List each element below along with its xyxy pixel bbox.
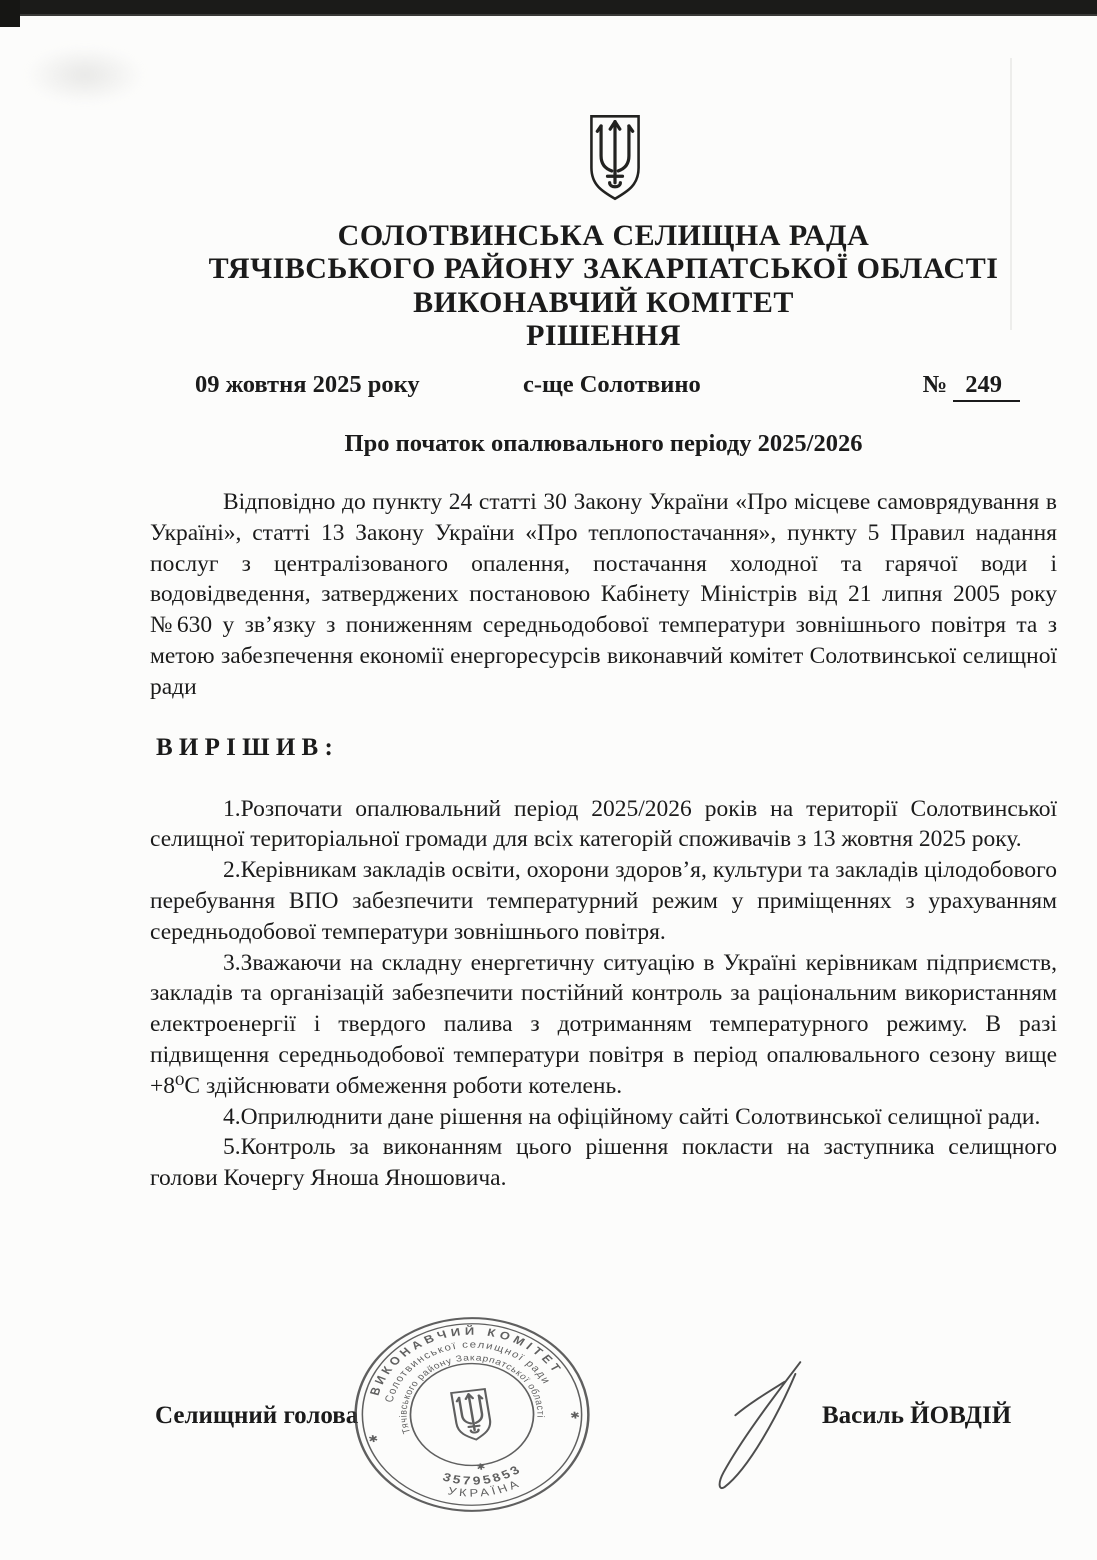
document-number — [923, 371, 1020, 399]
document-place: с-ще Солотвино — [523, 371, 701, 398]
number-value: 249 — [953, 371, 1020, 402]
seal-ring-middle-text: Солотвинської селищної ради — [382, 1339, 554, 1404]
decision-item-2: 2.Керівникам закладів освіти, охорони здоров’я, культури та закладів цілодобового перебування ВПО забезпечити температурний режим у приміщеннях з урахуванням середньодобової температури зовнішнього повітря. — [150, 857, 1057, 945]
org-name: СОЛОТВИНСЬКА СЕЛИЩНА РАДА — [337, 219, 870, 252]
document-date: 09 жовтня 2025 року — [195, 371, 420, 398]
signatory-name: Василь ЙОВДІЙ — [822, 1402, 1012, 1429]
seal-star-right-icon: ✱ — [569, 1409, 581, 1422]
decision-item-4: 4.Оприлюднити дане рішення на офіційному сайті Солотвинської селищної ради. — [223, 1103, 1041, 1130]
scan-corner-artifact — [0, 0, 20, 27]
seal-ring-top-text: ВИКОНАВЧИЙ КОМІТЕТ — [366, 1324, 567, 1397]
document-type: РІШЕННЯ — [526, 319, 681, 353]
decision-heading: В И Р І Ш И В : — [156, 733, 333, 761]
seal-ring-inner-text: Тячівського району Закарпатської області — [397, 1353, 547, 1435]
org-executive-committee: ВИКОНАВЧИЙ КОМІТЕТ — [413, 285, 794, 319]
handwritten-signature — [698, 1352, 816, 1510]
decision-item-5: 5.Контроль за виконанням цього рішення покласти на заступника селищного голови Кочергу Яноша Яношовича. — [150, 1134, 1057, 1192]
document-meta-row — [150, 371, 1057, 405]
seal-star-bottom-icon: ✱ — [475, 1462, 487, 1473]
seal-code-text: 35795853 — [440, 1461, 525, 1488]
official-round-seal — [347, 1311, 597, 1518]
number-sign: № — [922, 371, 948, 398]
seal-country-text: УКРАЇНА — [446, 1476, 524, 1500]
document-body — [150, 430, 1057, 1194]
scan-smudge — [25, 46, 145, 104]
ukraine-trident-emblem — [578, 112, 652, 202]
signatory-position: Селищний голова — [155, 1402, 359, 1429]
scan-top-band — [0, 0, 1097, 16]
document-header — [150, 219, 1057, 353]
seal-star-left-icon: ✱ — [367, 1433, 379, 1446]
decision-item-3: 3.Зважаючи на складну енергетичну ситуацію в Україні керівникам підприємств, закладів та організацій забезпечити постійний контроль за раціональним використанням електроенергії і твердого палива з дотриманням температурного режиму. В разі підвищення середньодобової температури повітря в період опалювального сезону вище +8⁰С здійснювати обмеження роботи котелень. — [150, 949, 1057, 1099]
decision-item-1: 1.Розпочати опалювальний період 2025/2026 років на території Солотвинської селищної територіальної громади для всіх категорій споживачів з 13 жовтня 2025 року. — [150, 795, 1057, 853]
preamble-paragraph: Відповідно до пункту 24 статті 30 Закону України «Про місцеве самоврядування в Україні», статті 13 Закону України «Про теплопостачання», пункту 5 Правил надання послуг з централізованого опалення, постачання холодної та гарячої води і водовідведення, затверджених постановою Кабінету Міністрів від 21 липня 2005 року №630 у зв’язку з пониженням середньодобової температури зовнішнього повітря та з метою забезпечення економії енергоресурсів виконавчий комітет Солотвинської селищної ради — [150, 489, 1057, 700]
org-region: ТЯЧІВСЬКОГО РАЙОНУ ЗАКАРПАТСЬКОЇ ОБЛАСТІ — [208, 252, 999, 286]
seal-trident-emblem — [451, 1389, 493, 1441]
document-title: Про початок опалювального періоду 2025/2026 — [344, 430, 863, 457]
seal-artwork — [347, 1311, 597, 1518]
decision-items — [150, 794, 1057, 1194]
